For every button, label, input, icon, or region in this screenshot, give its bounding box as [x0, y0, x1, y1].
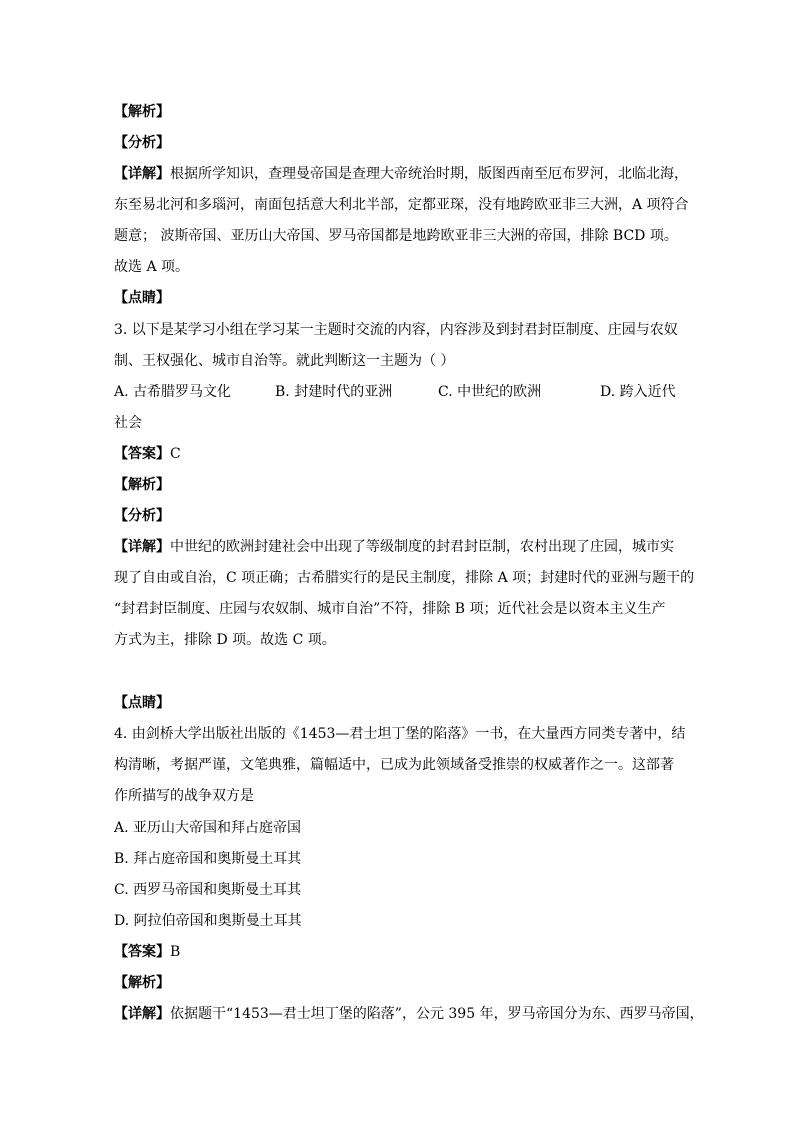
question-4-stem: 构清晰，考据严谨，文笔典雅，篇幅适中，已成为此领域备受推崇的权威著作之一。这部著 [114, 757, 674, 773]
explanation-line [114, 537, 674, 557]
question-3-option-c: C. 中世纪的欧洲 [438, 384, 542, 400]
explanation-line: “封君封臣制度、庄园与农奴制、城市自治”不符，排除 B 项；近代社会是以资本主义生产 [114, 601, 666, 617]
question-3-option-d: D. 跨入近代 [600, 384, 676, 400]
section-analysis-label: 【解析】 [114, 975, 170, 991]
answer-label: 【答案】 [114, 446, 170, 462]
section-analysis-label: 【解析】 [114, 104, 170, 120]
section-highlight-label: 【点睛】 [114, 290, 170, 306]
explanation-text: 根据所学知识，查理曼帝国是查理大帝统治时期，版图西南至厄布罗河，北临北海， [170, 166, 688, 182]
explanation-line [114, 1004, 704, 1024]
question-3-stem: 3. 以下是某学习小组在学习某一主题时交流的内容，内容涉及到封君封臣制度、庄园与农奴 [114, 322, 678, 338]
detail-label: 【详解】 [114, 539, 170, 555]
answer-value: B [170, 944, 181, 960]
explanation-line: 方式为主，排除 D 项。故选 C 项。 [114, 632, 336, 648]
section-analysis-label: 【解析】 [114, 477, 170, 493]
question-4-answer [114, 942, 180, 962]
question-4-option-b: B. 拜占庭帝国和奥斯曼土耳其 [114, 851, 302, 867]
explanation-text: 中世纪的欧洲封建社会中出现了等级制度的封君封臣制，农村出现了庄园，城市实 [170, 539, 674, 555]
explanation-text: 依据题干“1453—君士坦丁堡的陷落”，公元 395 年，罗马帝国分为东、西罗马帝国， [170, 1006, 704, 1022]
section-breakdown-label: 【分析】 [114, 135, 170, 151]
question-4-option-d: D. 阿拉伯帝国和奥斯曼土耳其 [114, 913, 302, 929]
explanation-line: 东至易北河和多瑙河，南面包括意大利北半部，定都亚琛，没有地跨欧亚非三大洲，A 项符合 [114, 197, 689, 213]
section-breakdown-label: 【分析】 [114, 508, 170, 524]
question-4-stem: 作所描写的战争双方是 [114, 788, 254, 804]
detail-label: 【详解】 [114, 1006, 170, 1022]
question-4-stem: 4. 由剑桥大学出版社出版的《1453—君士坦丁堡的陷落》一书，在大量西方同类专著中，结 [114, 726, 686, 742]
question-4-option-a: A. 亚历山大帝国和拜占庭帝国 [114, 820, 302, 836]
answer-label: 【答案】 [114, 944, 170, 960]
explanation-line: 题意； 波斯帝国、亚历山大帝国、罗马帝国都是地跨欧亚非三大洲的帝国，排除 BCD 项。 [114, 228, 678, 244]
question-3-option-a: A. 古希腊罗马文化 [114, 384, 232, 400]
explanation-line: 故选 A 项。 [114, 259, 190, 275]
detail-label: 【详解】 [114, 166, 170, 182]
answer-value: C [170, 446, 181, 462]
question-3-option-b: B. 封建时代的亚洲 [275, 384, 393, 400]
section-highlight-label: 【点睛】 [114, 695, 170, 711]
question-3-answer [114, 444, 181, 464]
explanation-line [114, 164, 688, 184]
question-4-option-c: C. 西罗马帝国和奥斯曼土耳其 [114, 882, 302, 898]
question-3-stem: 制、王权强化、城市自治等。就此判断这一主题为（ ） [114, 353, 455, 369]
explanation-line: 现了自由或自治，C 项正确；古希腊实行的是民主制度，排除 A 项；封建时代的亚洲与题干的 [114, 570, 695, 586]
question-3-option-d-cont: 社会 [114, 415, 142, 431]
